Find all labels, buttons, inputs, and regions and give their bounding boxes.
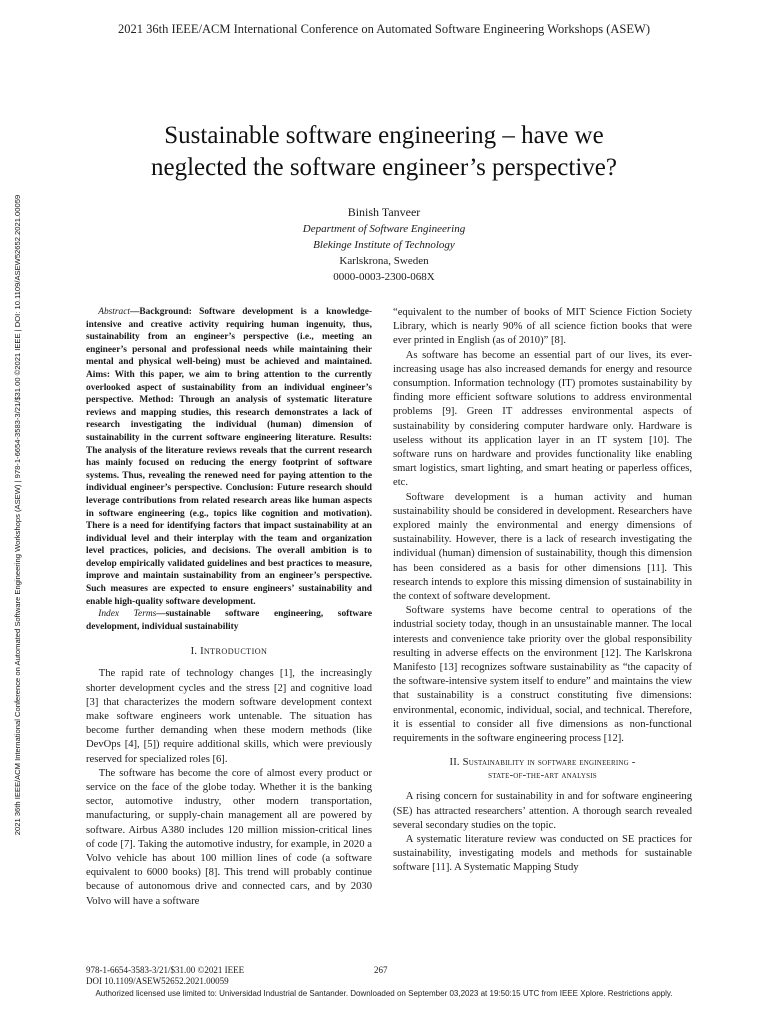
paper-title [60, 120, 708, 184]
continuation-paragraph: “equivalent to the number of books of MIT Science Fiction Society Library, which is nearly 90% of all science fiction books that were ever printed in English (as of 2010)” [8]. [393, 307, 692, 347]
right-paragraph-3: Software systems have become central to operations of the industrial society today, though in an unsustainable manner. The local interests and convenience take priority over the global responsibility resulting in adverse effects on the environment [12]. The Karlskrona Manifesto [13] recognizes software sustainability as “the capacity of the software-intensive system itself to endure” and maintains the view that sustainability is a construct constituting five dimensions: environmental, economic, individual, social, and technical. Therefore, it is essential to consider all five dimensions as non-functional requirements in the software engineering process [12]. [393, 605, 692, 745]
section2-line-1: II. Sustainability in software engineering - [449, 757, 636, 769]
author-block [0, 204, 768, 285]
author-department: Department of Software Engineering [302, 223, 466, 235]
right-column [393, 306, 692, 876]
section1-numeral: I. [190, 646, 201, 658]
author-name: Binish Tanveer [347, 205, 421, 219]
index-terms-lead: Index Terms [98, 609, 157, 620]
author-orcid: 0000-0003-2300-068X [333, 271, 435, 283]
section1-rest: NTRODUCTION [203, 647, 268, 657]
index-terms-text: —sustainable software engineering, software development, individual sustainability [86, 609, 373, 632]
download-notice: Authorized licensed use limited to: Universidad Industrial de Santander. Downloaded on September 03,2023 at 19:50:15 UTC from IEEE Xplore. Restrictions apply. [95, 989, 673, 998]
side-metadata-text: 2021 36th IEEE/ACM International Conference on Automated Software Engineering Workshops (ASEW) | 978-1-6654-3583-3/21/$31.00 ©2021 IEEE | DOI: 10.1109/ASEW52652.2021.00059 [13, 194, 22, 836]
footer-doi: DOI 10.1109/ASEW52652.2021.00059 [86, 976, 229, 986]
conference-header: 2021 36th IEEE/ACM International Conference on Automated Software Engineering Workshops (ASEW) [118, 22, 650, 36]
left-column [86, 306, 372, 909]
abstract-text: —Background: Software development is a knowledge-intensive and creative activity requiring human ingenuity, thus, sustainability from an engineer’s perspective (i.e., meeting an engineer’s personal and professional needs while maintaining their mental and physical well-being) must be achieved and maintained. Aims: With this paper, we aim to bring attention to the currently overlooked aspect of sustainability from an individual engineer’s perspective. Method: Through an analysis of systematic literature reviews and mapping studies, this research demonstrates a lack of research investigating the individual (human) dimension of sustainability in the current software engineering literature. Results: The analysis of the literature reviews reveals that the current research has mainly focused on reducing the energy footprint of software systems. Thus, revealing the renewed need for paying attention to the individual engineer’s perspective. Conclusion: Future research should leverage contributions from related research areas like human aspects in software engineering (e.g., topics like cognition and motivation). There is a need for identifying factors that impact sustainability at an individual level and their interplay with the team and organization level practices, policies, and decisions. The overall ambition is to develop empirically validated guidelines and best practices to measure, improve and maintain sustainability from an engineer’s perspective. Such measures are expected to ensure engineers’ sustainability and enable high-quality software development. [86, 307, 372, 607]
intro-paragraph-2: The software has become the core of almost every product or service on the face of the globe today. Whether it is the banking sector, automotive industry, other modern transportation, manufacturing, or supply-chain management all are powered by software. Airbus A380 includes 120 million mission-critical lines of code [7]. Taking the automotive industry, for example, in 2020 a Volvo vehicle has about 100 million lines of code (a software equivalent to 6000 books) [8]. This trend will probably continue because of autonomous drive and connected cars, and by 2030 Volvo will have a software [86, 767, 372, 907]
title-line-1: Sustainable software engineering – have we [164, 122, 604, 149]
section2-line-2: state-of-the-art analysis [488, 770, 597, 782]
abstract [86, 306, 372, 608]
section2-paragraph-1: A rising concern for sustainability in and for software engineering (SE) has attracted researchers’ attention. A thorough search revealed several secondary studies on the topic. [393, 791, 692, 831]
author-institute: Blekinge Institute of Technology [313, 239, 455, 251]
right-paragraph-1: As software has become an essential part of our lives, its ever-increasing usage has also increased demands for energy and resource consumption. Information technology (IT) promotes sustainability by finding more efficient software solutions to address environmental problems [9]. Green IT addresses environmental aspects of sustainability by considering computer hardware only. Hardware is useless without its application layer in an IT system [10]. The software runs on hardware and provides functionality like enabling smart logistics, smart lighting, and smart heating or paperless offices, etc. [393, 349, 692, 489]
index-terms [86, 608, 372, 633]
title-line-2: neglected the software engineer’s perspective? [151, 154, 617, 181]
intro-paragraph-1: The rapid rate of technology changes [1], the increasingly shorter development cycles and the stress [2] and cognitive load [3] that characterizes the modern software development context make software engineers work untenable. The situation has become further demanding when these modern methods (like DevOps [4], [5]) require additional skills, which were previously reserved for specialized roles [6]. [86, 668, 372, 765]
abstract-lead: Abstract [98, 307, 130, 317]
section-heading-introduction [86, 645, 372, 659]
author-location: Karlskrona, Sweden [339, 255, 429, 267]
right-paragraph-2: Software development is a human activity and human sustainability should be considered in development. Researchers have explored mainly the environmental and energy dimensions of sustainability. However, there is a lack of research investigating the individual (human) dimension of sustainability, though this dimension has been considered as a basis for other dimensions [11]. This research intends to explore this missing dimension of sustainability in the context of software development. [393, 491, 692, 603]
footer-identifiers [86, 965, 244, 987]
section2-paragraph-2: A systematic literature review was conducted on SE practices for sustainability, investigating models and methods for sustainable software [11]. A Systematic Mapping Study [393, 833, 692, 874]
section1-initial: I [200, 646, 204, 658]
page-number: 267 [374, 965, 388, 975]
section-heading-sustainability [393, 756, 692, 782]
footer-isbn: 978-1-6654-3583-3/21/$31.00 ©2021 IEEE [86, 965, 245, 975]
